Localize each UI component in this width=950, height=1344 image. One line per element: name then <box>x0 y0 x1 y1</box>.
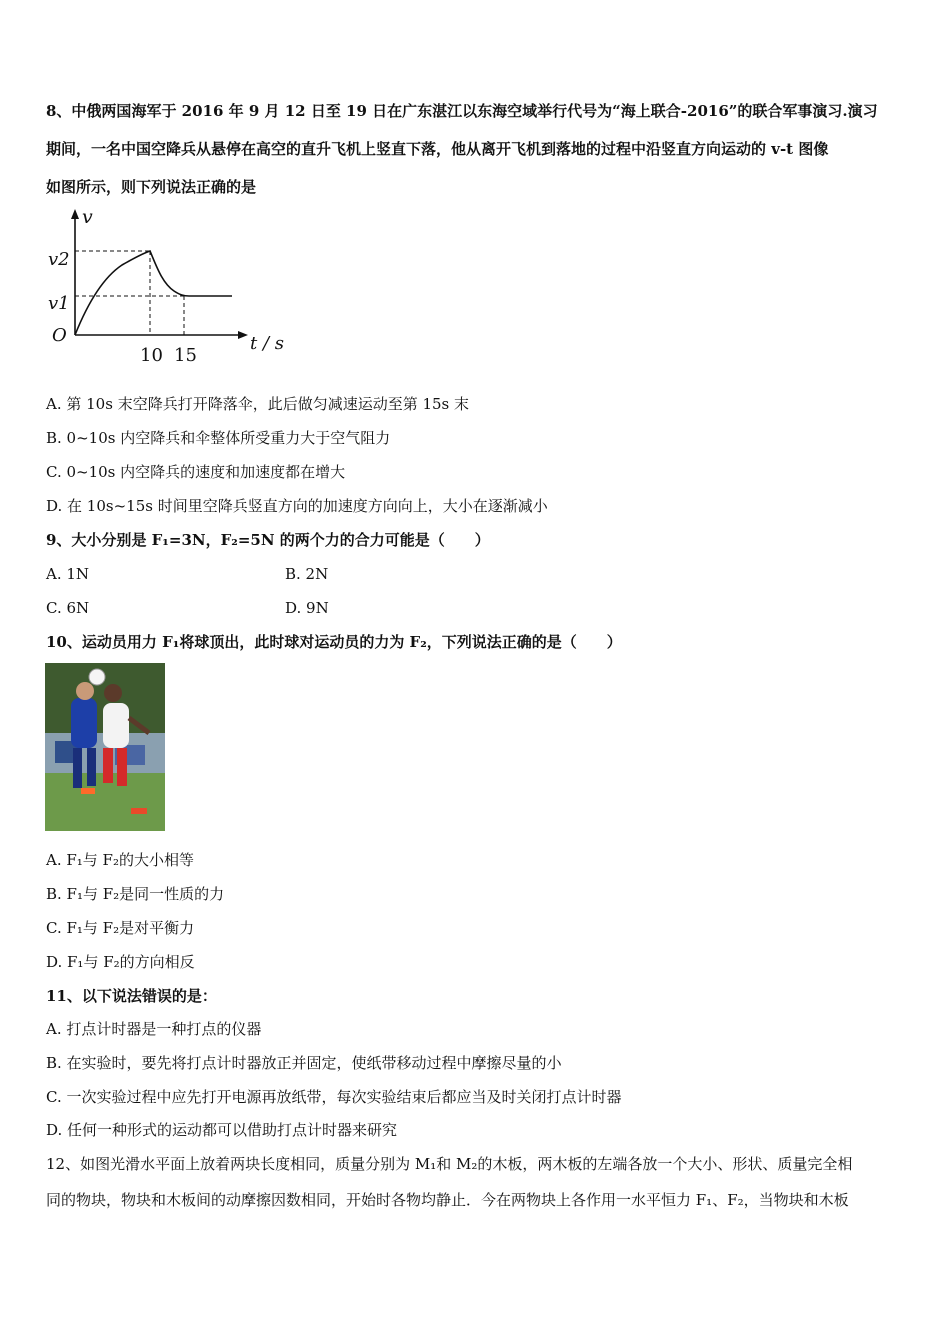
q11-option-d: D. 任何一种形式的运动都可以借助打点计时器来研究 <box>46 1121 398 1139</box>
q8-option-c: C. 0~10s 内空降兵的速度和加速度都在增大 <box>46 463 346 481</box>
q8-stem-line3: 如图所示，则下列说法正确的是 <box>46 178 257 196</box>
q10-option-d: D. F₁与 F₂的方向相反 <box>46 953 195 971</box>
q9-option-c: C. 6N <box>46 599 90 617</box>
q9-option-a: A. 1N <box>46 565 90 583</box>
q8-stem-line1: 8、中俄两国海军于 2016 年 9 月 12 日至 19 日在广东湛江以东海空域举行代号为“海上联合-2016”的联合军事演习.演习 <box>46 102 878 120</box>
q10-option-b: B. F₁与 F₂是同一性质的力 <box>46 885 225 903</box>
q8-option-b: B. 0~10s 内空降兵和伞整体所受重力大于空气阻力 <box>46 429 391 447</box>
q11-option-c: C. 一次实验过程中应先打开电源再放纸带，每次实验结束后都应当及时关闭打点计时器 <box>46 1088 622 1106</box>
q10-option-c: C. F₁与 F₂是对平衡力 <box>46 919 195 937</box>
v-axis-arrow <box>71 209 79 219</box>
t-axis-label: t / s <box>250 333 284 354</box>
v2-label: v2 <box>48 249 70 270</box>
soccer-photo-illustration <box>45 663 165 831</box>
q9-row1 <box>46 564 908 584</box>
q9-option-b: B. 2N <box>285 565 329 583</box>
q10-option-a: A. F₁与 F₂的大小相等 <box>46 851 194 869</box>
q12-stem-line1: 12、如图光滑水平面上放着两块长度相同，质量分别为 M₁和 M₂的木板，两木板的左端各放一个大小、形状、质量完全相 <box>46 1155 853 1173</box>
q11-option-b: B. 在实验时，要先将打点计时器放正并固定，使纸带移动过程中摩擦尽量的小 <box>46 1054 562 1072</box>
q12-stem-line2: 同的物块，物块和木板间的动摩擦因数相同，开始时各物均静止．今在两物块上各作用一水平恒力 F₁、F₂，当物块和木板 <box>46 1191 849 1209</box>
v-axis-label: v <box>82 206 93 228</box>
t10-label: 10 <box>140 345 163 366</box>
q9-stem: 9、大小分别是 F₁=3N，F₂=5N 的两个力的合力可能是（ ） <box>46 531 490 549</box>
vt-graph <box>44 205 294 370</box>
q9-option-d: D. 9N <box>285 599 329 617</box>
q11-stem: 11、以下说法错误的是： <box>46 987 217 1005</box>
v1-label: v1 <box>48 293 70 314</box>
q10-stem: 10、运动员用力 F₁将球顶出，此时球对运动员的力为 F₂，下列说法正确的是（ ） <box>46 633 622 651</box>
soccer-header-photo <box>45 663 165 831</box>
q11-option-a: A. 打点计时器是一种打点的仪器 <box>46 1020 262 1038</box>
velocity-curve <box>75 251 232 335</box>
q8-option-d: D. 在 10s~15s 时间里空降兵竖直方向的加速度方向向上，大小在逐渐减小 <box>46 497 548 515</box>
q9-row2 <box>46 598 908 618</box>
origin-label: O <box>52 325 67 346</box>
q8-stem-line2: 期间，一名中国空降兵从悬停在高空的直升飞机上竖直下落，他从离开飞机到落地的过程中沿竖直方向运动的 v-t 图像 <box>46 140 829 158</box>
t-axis-arrow <box>238 331 248 339</box>
t15-label: 15 <box>174 345 197 366</box>
q8-option-a: A. 第 10s 末空降兵打开降落伞，此后做匀减速运动至第 15s 末 <box>46 395 470 413</box>
